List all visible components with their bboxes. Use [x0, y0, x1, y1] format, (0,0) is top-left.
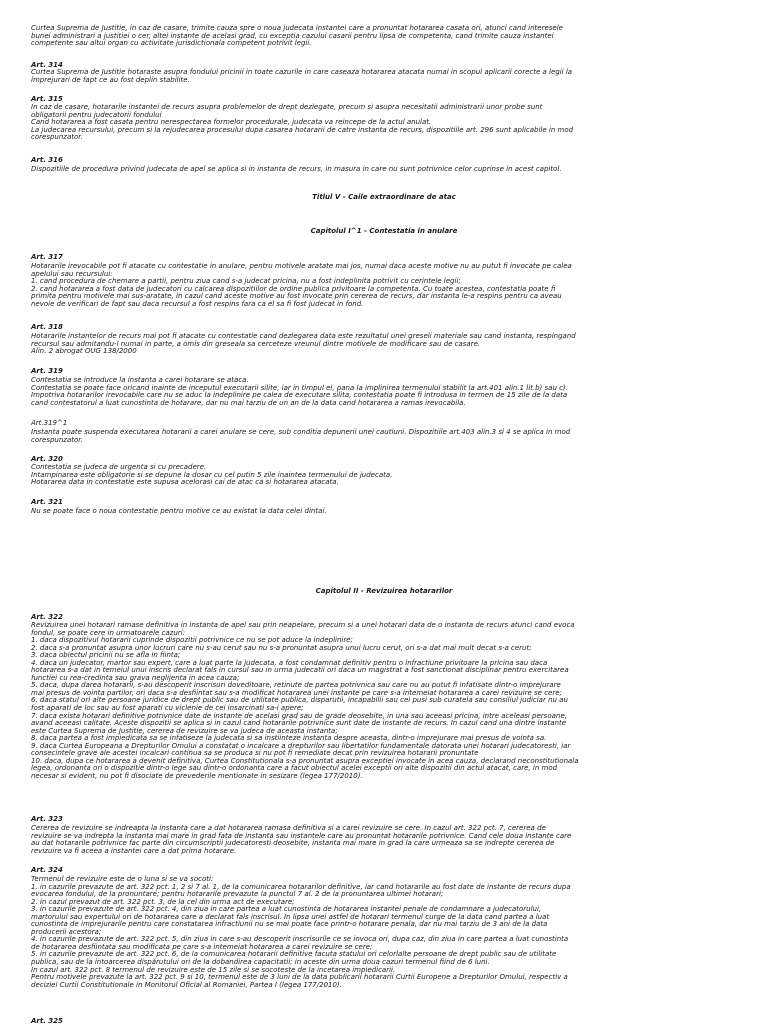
- intro-paragraph: Curtea Suprema de Justitie, in caz de casare, trimite cauza spre o noua judecata instantei care a pronuntat hotararea casata ori, atunci cand interesele bunei administrari a justitiei o cer, altei instante de acelasi grad, cu exceptia cazului casarii pentru lipsa de competenta, cand trimite cauza instantei competente sau altui organ cu activitate jurisdictionala competent potrivit legii.: [31, 24, 563, 48]
- article-heading: Art.319^1: [31, 419, 68, 427]
- article-heading: Art. 315: [31, 95, 63, 103]
- article-heading: Art. 318: [31, 323, 63, 331]
- article-heading: Art. 324: [31, 866, 63, 874]
- chapter-heading: Capitolul I^1 - Contestatia in anulare: [310, 227, 458, 235]
- article-text: Hotararile instantelor de recurs mai pot fi atacate cu contestatie cand dezlegarea data este rezultatul unei greseli materiale sau cand instanta, respingand recursul sau admitandu-l numai in parte, a omis din greseala sa cerceteze vreunul dintre motivele de modificare sau de casare. Alin. 2 abrogat OUG 138/2000: [31, 332, 576, 356]
- title-heading: Titlul V - Caile extraordinare de atac: [312, 193, 456, 201]
- article-text: Contestatia se introduce la instanta a carei hotarare se ataca. Contestatia se poate face oricand inainte de inceputul executarii silite, iar in timpul ei, pana la implinirea termenului stabilit la art.401 alin.1 lit.b) sau c). Impotriva hotararilor irevocabile care nu se aduc la indeplinire pe calea de executare silita, contestatia poate fi introdusa in termen de 15 zile de la data cand contestatorul a luat cunostinta de hotarare, dar nu mai tarziu de un an de la data cand hotararea a ramas irevocabila.: [31, 376, 568, 407]
- article-heading: Art. 325: [31, 1017, 63, 1025]
- article-text: Curtea Suprema de Justitie hotaraste asupra fondului pricinii in toate cazurile in care caseaza hotararea atacata numai in scopul aplicarii corecte a legii la imprejurari de fapt ce au fost deplin stabilite.: [31, 68, 573, 84]
- article-text: Revizuirea unei hotarari ramase definitiva in instanta de apel sau prin neapelare, precum si a unei hotarari data de o instanta de recurs atunci cand evoca fondul, se poate cere in urmatoarele cazuri: 1. daca dispozitivul hotararii cuprinde dispozitii potrivnice ce nu se pot aduce la indeplinire; 2. daca s-a pronuntat asupra unor lucruri care nu s-au cerut sau nu s-a pronuntat asupra unui lucru cerut, ori s-a dat mai mult decat s-a cerut; 3. daca obiectul pricinii nu se afla in fiinta; 4. daca un judecator, martor sau expert, care a luat parte la judecata, a fost condamnat definitiv pentru o infractiune privitoare la pricina sau daca hotararea s-a dat in temeiul unui inscris declarat fals in cursul sau in urma judecatii ori daca un magistrat a fost sanctionat disciplinar pentru exercitarea functiei cu rea-credinta sau grava neglijenta in acea cauza; 5. daca, dupa darea hotararii, s-au descoperit inscrisuri doveditoare, retinute de partea potrivnica sau care nu au putut fi infatisate dintr-o imprejurare mai presus de vointa partilor, ori daca s-a desfiintat sau s-a modificat hotararea unei instante pe care s-a intemeiat hotararea a carei revizuire se cere; 6. daca statul ori alte persoane juridice de drept public sau de utilitate publica, disparutii, incapabilii sau cei pusi sub curatela sau consiliul judiciar nu au fost aparati de loc sau au fost aparati cu viclenie de cei insarcinati sa-i apere; 7. daca exista hotarari definitive potrivnice date de instante de acelasi grad sau de grade deosebite, in una sau aceeasi pricina, intre aceleasi persoane, avand aceeasi calitate. Aceste dispozitii se aplica si in cazul cand hotararile potrivnice sunt date de instante de recurs. In cazul cand una dintre instante este Curtea Suprema de Justitie, cererea de revizuire se va judeca de aceasta instanta; 8. daca partea a fost impiedicata sa se infatiseze la judecata si sa instiinteze instanta despre aceasta, dintr-o imprejurare mai presus de vointa sa. 9. daca Curtea Europeana a Drepturilor Omului a constatat o incalcare a drepturilor sau libertatilor fundamentale datorata unei hotarari judecatoresti, iar consecintele grave ale acestei incalcari continua sa se produca si nu pot fi remediate decat prin revizuirea hotararii pronuntate 10. daca, dupa ce hotararea a devenit definitiva, Curtea Constitutionala s-a pronuntat asupra exceptiei invocate in acea cauza, declarand neconstitutionala legea, ordonanta ori o dispozitie dintr-o lege sau dintr-o ordonanta care a facut obiectul acelei exceptii ori alte dispozitii din actul atacat, care, in mod necesar si evident, nu pot fi disociate de prevederile mentionate in sesizare (legea 177/2010).: [31, 621, 579, 780]
- article-heading: Art. 321: [31, 498, 63, 506]
- article-heading: Art. 323: [31, 815, 63, 823]
- article-heading: Art. 320: [31, 455, 63, 463]
- article-heading: Art. 317: [31, 253, 63, 261]
- article-text: Hotararile irevocabile pot fi atacate cu contestatie in anulare, pentru motivele aratate mai jos, numai daca aceste motive nu au putut fi invocate pe calea apelului sau recursului: 1. cand procedura de chemare a partii, pentru ziua cand s-a judecat pricina, nu a fost indeplinita potrivit cu cerintele legii; 2. cand hotararea a fost data de judecatori cu calcarea dispozitiilor de ordine publica privitoare la competenta. Cu toate acestea, contestatia poate fi primita pentru motivele mai sus-aratate, in cazul cand aceste motive au fost invocate prin cererea de recurs, dar instanta le-a respins pentru ca aveau nevoie de verificari de fapt sau daca recursul a fost respins fara ca el sa fi fost judecat in fond.: [31, 262, 572, 308]
- article-text: Termenul de revizuire este de o luna si se va socoti: 1. in cazurile prevazute de art. 322 pct. 1, 2 si 7 al. 1, de la comunicarea hotararilor definitive, iar cand hotararile au fost date de instante de recurs dupa evocarea fondului, de la pronuntare; pentru hotararile prevazute la punctul 7 al. 2 de la pronuntarea ultimei hotarari; 2. in cazul prevazut de art. 322 pct. 3, de la cel din urma act de executare; 3. in cazurile prevazute de art. 322 pct. 4, din ziua in care partea a luat cunostinta de hotararea instantei penale de condamnare a judecatorului, martorului sau expertului ori de hotararea care a declarat fals inscrisul. In lipsa unei astfel de hotarari termenul curge de la data cand partea a luat cunostinta de imprejurarile pentru care constatarea infractiunii nu se mai poate face printr-o hotarare penala, dar nu mai tarziu de 3 ani de la data producerii acestora; 4. in cazurile prevazute de art. 322 pct. 5, din ziua in care s-au descoperit inscrisurile ce se invoca ori, dupa caz, din ziua in care partea a luat cunostinta de hotararea desfiintata sau modificata pe care s-a intemeiat hotararea a carei revizuire se cere; 5. in cazurile prevazute de art. 322 pct. 6, de la comunicarea hotararii definitive facuta statului ori celorlalte persoane de drept public sau de utilitate publica, sau de la intoarcerea dispărutului ori de la dobandirea capacitatii; in aceste din urma doua cazuri termenul fiind de 6 luni. In cazul art. 322 pct. 8 termenul de revizuire este de 15 zile si se socoteste de la incetarea impiedicarii. Pentru motivele prevazute la art. 322 pct. 9 si 10, termenul este de 3 luni de la data publicarii hotararii Curtii Europene a Drepturilor Omului, respectiv a deciziei Curtii Constitutionale in Monitorul Oficial al Romaniei, Partea I (legea 177/2010).: [31, 875, 571, 989]
- article-text: Contestatia se judeca de urgenta si cu precadere. Intampinarea este obligatorie si se depune la dosar cu cel putin 5 zile inaintea termenului de judecata. Hotararea data in contestatie este supusa acelorasi cai de atac ca si hotararea atacata.: [31, 463, 393, 487]
- chapter-heading: Capitolul II - Revizuirea hotararilor: [315, 587, 453, 595]
- article-heading: Art. 316: [31, 156, 63, 164]
- article-text: Dispozitiile de procedura privind judecata de apel se aplica si in instanta de recurs, in masura in care nu sunt potrivnice celor cuprinse in acest capitol.: [31, 165, 562, 173]
- article-heading: Art. 319: [31, 367, 63, 375]
- article-text: Nu se poate face o noua contestatie pentru motive ce au existat la data celei dintai.: [31, 507, 327, 515]
- article-text: In caz de casare, hotararile instantei de recurs asupra problemelor de drept dezlegate, precum si asupra necesitatii administrarii unor probe sunt obligatorii pentru judecatorii fondului Cand hotararea a fost casata pentru nerespectarea formelor procedurale, judecata va reincepe de la actul anulat. La judecarea recursului, precum si la rejudecarea procesului dupa casarea hotararii de catre instanta de recurs, dispozitiile art. 296 sunt aplicabile in mod corespunzator.: [31, 103, 574, 142]
- article-text: Instanta poate suspenda executarea hotararii a carei anulare se cere, sub conditia depunerii unei cautiuni. Dispozitiile art.403 alin.3 si 4 se aplica in mod corespunzator.: [31, 428, 571, 444]
- article-text: Cererea de revizuire se indreapta la instanta care a dat hotararea ramasa definitiva si a carei revizuire se cere. In cazul art. 322 pct. 7, cererea de revizuire se va indrepta la instanta mai mare in grad fata de instanta sau instantele care au pronuntat hotararile potrivnice. Cand cele doua instante care au dat hotararile potrivnice fac parte din circumscriptii judecatoresti deosebite, instanta mai mare in grad la care urmeaza sa se indrepte cererea de revizuire va fi aceea a instantei care a dat prima hotarare.: [31, 824, 572, 855]
- article-heading: Art. 322: [31, 613, 63, 621]
- article-heading: Art. 314: [31, 61, 63, 69]
